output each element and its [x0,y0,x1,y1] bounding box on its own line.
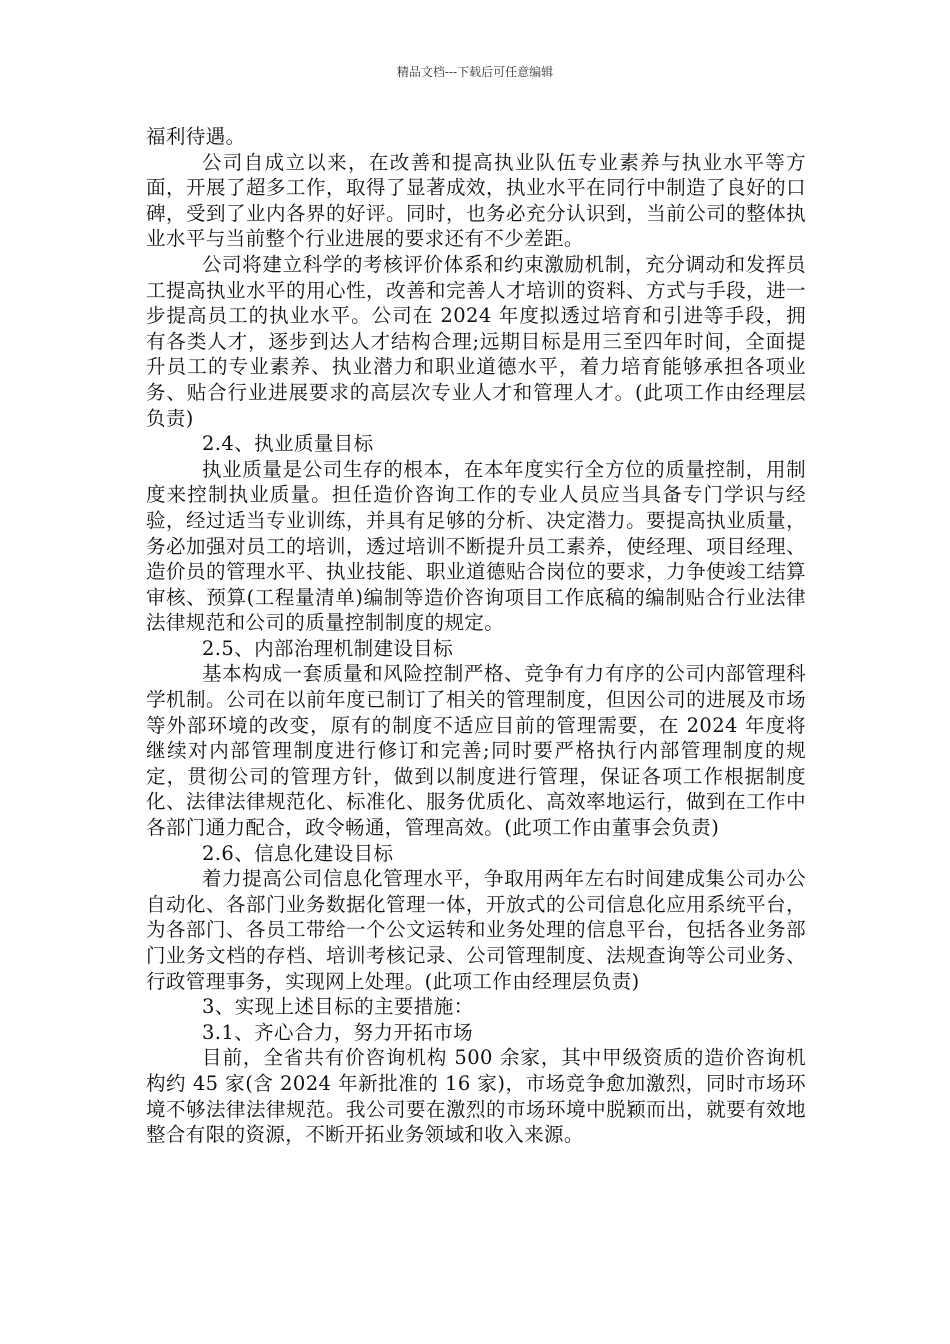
paragraph-5: 执业质量是公司生存的根本，在本年度实行全方位的质量控制，用制度来控制执业质量。担任造价咨询工作的专业人员应当具备专门学识与经验，经过适当专业训练，并具有足够的分析、决定潜力。要提高执业质量，务必加强对员工的培训，透过培训不断提升员工素养，使经理、项目经理、造价员的管理水平、执业技能、职业道德贴合岗位的要求，力争使竣工结算审核、预算(工程量清单)编制等造价咨询项目工作底稿的编制贴合行业法律法律规范和公司的质量控制制度的规定。 [146,457,806,635]
paragraph-7: 基本构成一套质量和风险控制严格、竞争有力有序的公司内部管理科学机制。公司在以前年度已制订了相关的管理制度，但因公司的进展及市场等外部环境的改变，原有的制度不适应目前的管理需要，在 2024 年度将继续对内部管理制度进行修订和完善;同时要严格执行内部管理制度的规定，贯彻公司的管理方针，做到以制度进行管理，保证各项工作根据制度化、法律法律规范化、标准化、服务优质化、高效率地运行，做到在工作中各部门通力配合，政令畅通，管理高效。(此项工作由董事会负责) [146,662,806,840]
paragraph-1: 福利待遇。 [146,125,246,148]
paragraph-12: 目前，全省共有价咨询机构 500 余家，其中甲级资质的造价咨询机构约 45 家(含 2024 年新批准的 16 家)，市场竞争愈加激烈，同时市场环境不够法律法律规范。我公司要在激烈的市场环境中脱颖而出，就要有效地整合有限的资源，不断开拓业务领域和收入来源。 [146,1046,806,1147]
page-header: 精品文档---下载后可任意编辑 [396,65,554,79]
paragraph-3: 公司将建立科学的考核评价体系和约束激励机制，充分调动和发挥员工提高执业水平的用心性，改善和完善人才培训的资料、方式与手段，进一步提高员工的执业水平。公司在 2024 年度拟透过培育和引进等手段，拥有各类人才，逐步到达人才结构合理;远期目标是用三至四年时间，全面提升员工的专业素养、执业潜力和职业道德水平，着力培育能够承担各项业务、贴合行业进展要求的高层次专业人才和管理人才。(此项工作由经理层负责) [146,252,806,430]
section-heading-3: 3、实现上述目标的主要措施： [202,995,474,1019]
section-heading-2-5: 2.5、内部治理机制建设目标 [202,636,454,660]
paragraph-2: 公司自成立以来，在改善和提高执业队伍专业素养与执业水平等方面，开展了超多工作，取得了显著成效，执业水平在同行中制造了良好的口碑，受到了业内各界的好评。同时，也务必充分认识到，当前公司的整体执业水平与当前整个行业进展的要求还有不少差距。 [146,150,806,251]
section-heading-2-6: 2.6、信息化建设目标 [202,841,394,865]
section-heading-2-4: 2.4、执业质量目标 [202,432,374,456]
paragraph-9: 着力提高公司信息化管理水平，争取用两年左右时间建成集公司办公自动化、各部门业务数据化管理一体，开放式的公司信息化应用系统平台，为各部门、各员工带给一个公文运转和业务处理的信息平台，包括各业务部门业务文档的存档、培训考核记录、公司管理制度、法规查询等公司业务、行政管理事务，实现网上处理。(此项工作由经理层负责) [146,867,806,993]
section-heading-3-1: 3.1、齐心合力，努力开拓市场 [202,1020,474,1044]
document-body [146,124,806,1148]
